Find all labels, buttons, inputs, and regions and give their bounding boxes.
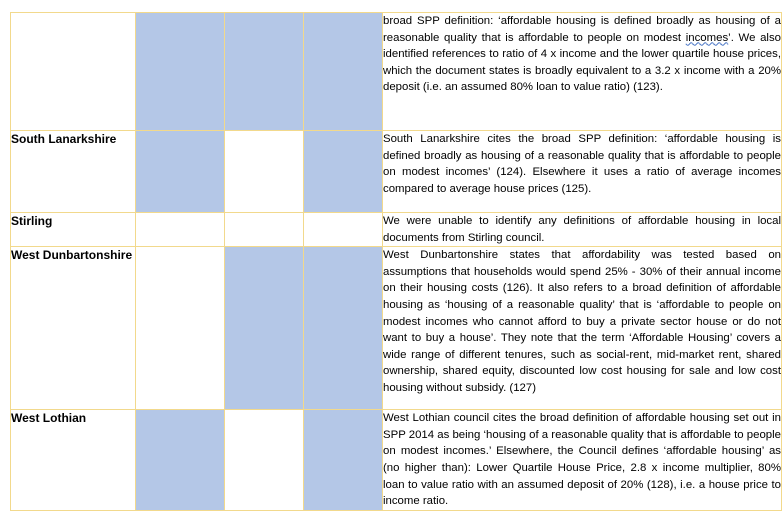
definition-text-part: broad SPP definition: ‘affordable housing is defined broadly as housing of a reasonable quality that is affordable to people on modest — [383, 15, 781, 44]
indicator-cell — [136, 131, 225, 213]
affordable-housing-definitions-table — [10, 12, 782, 511]
table-row — [11, 247, 782, 410]
definition-text: We were unable to identify any definitions of affordable housing in local documents from Stirling council. — [383, 213, 782, 247]
indicator-cell — [136, 247, 225, 410]
indicator-cell — [225, 410, 304, 511]
indicator-cell — [225, 213, 304, 247]
definition-text: South Lanarkshire cites the broad SPP definition: ‘affordable housing is defined broadly as housing of a reasonable quality that is affordable to people on modest incomes’ (124). Elsewhere it uses a ratio of average incomes compared to average house prices (125). — [383, 131, 782, 213]
definition-text — [383, 13, 782, 131]
indicator-cell — [136, 13, 225, 131]
indicator-cell — [225, 247, 304, 410]
definition-text: West Lothian council cites the broad definition of affordable housing set out in SPP 2014 as being ‘housing of a reasonable quality that is affordable to people on modest incomes.’ Elsewhere, the Council defines ‘affordable housing’ as (no higher than): Lower Quartile House Price, 2.8 x income multiplier, 80% loan to value ratio with an assumed deposit of 20% (128), i.e. a house price to income ratio. — [383, 410, 782, 511]
council-name — [11, 13, 136, 131]
table-row — [11, 13, 782, 131]
indicator-cell — [304, 213, 383, 247]
council-name: South Lanarkshire — [11, 131, 136, 213]
indicator-cell — [225, 131, 304, 213]
council-name: West Lothian — [11, 410, 136, 511]
table-row — [11, 213, 782, 247]
indicator-cell — [304, 131, 383, 213]
council-name: West Dunbartonshire — [11, 247, 136, 410]
spelling-flagged-word: incomes — [685, 31, 729, 44]
table-row — [11, 131, 782, 213]
council-name: Stirling — [11, 213, 136, 247]
definition-text: West Dunbartonshire states that affordability was tested based on assumptions that households would spend 25% - 30% of their annual income on their housing costs (126). It also refers to a broad definition of affordable housing as ‘housing of a reasonable quality’ that is ‘affordable to people on modest incomes who cannot afford to buy a private sector house or do not want to buy a house’. They note that the term ‘Affordable Housing’ covers a wide range of different tenures, such as social-rent, mid-market rent, shared ownership, shared equity, discounted low cost housing for sale and low cost housing without subsidy. (127) — [383, 247, 782, 410]
definition-text-part: ’. We also identified references to ratio of 4 x income and the lower quartile house prices, which the document states is broadly equivalent to a 3.2 x income with a 20% deposit (i.e. an assumed 80% loan to value ratio) (123). — [383, 31, 781, 94]
indicator-cell — [304, 247, 383, 410]
indicator-cell — [304, 13, 383, 131]
indicator-cell — [136, 410, 225, 511]
indicator-cell — [304, 410, 383, 511]
table-row — [11, 410, 782, 511]
indicator-cell — [225, 13, 304, 131]
indicator-cell — [136, 213, 225, 247]
